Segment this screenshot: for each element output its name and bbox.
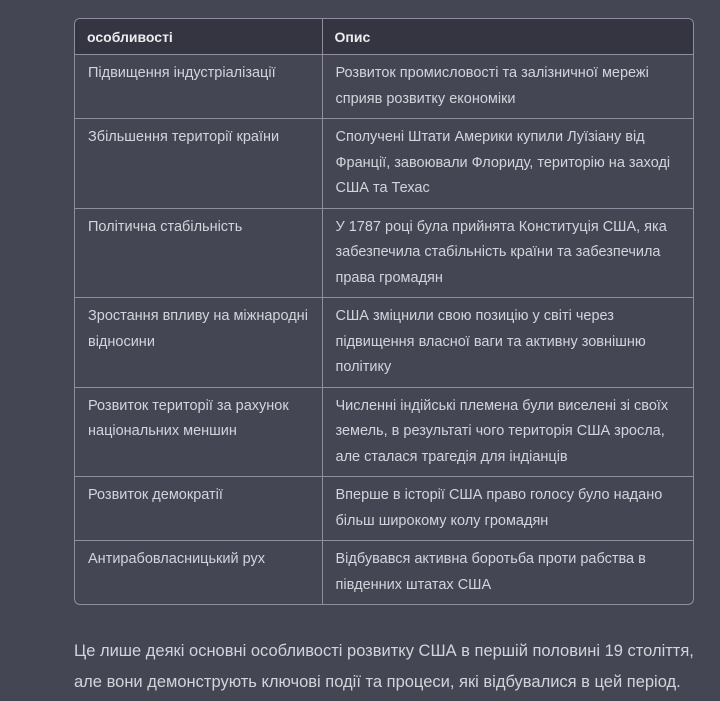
description-cell: Вперше в історії США право голосу було надано більш широкому колу громадян: [322, 477, 694, 541]
description-cell: Відбувався активна боротьба проти рабства в південних штатах США: [322, 541, 694, 605]
column-header-description: Опис: [322, 19, 694, 55]
description-cell: США зміцнили свою позицію у світі через підвищення власної ваги та активну зовнішню політику: [322, 298, 694, 388]
description-cell: У 1787 році була прийнята Конституція США, яка забезпечила стабільність країни та забезпечила права громадян: [322, 208, 694, 298]
feature-cell: Збільшення території країни: [75, 119, 322, 209]
table-row: [75, 477, 694, 541]
column-header-features: особливості: [75, 19, 322, 55]
table-row: [75, 55, 694, 119]
table-row: [75, 541, 694, 605]
table-row: [75, 387, 694, 477]
table-header-row: [75, 19, 694, 55]
table-row: [75, 119, 694, 209]
feature-cell: Підвищення індустріалізації: [88, 65, 276, 81]
feature-cell: Розвиток демократії: [75, 477, 322, 541]
feature-cell: Зростання впливу на міжнародні відносини: [75, 298, 322, 388]
table-body: [75, 55, 694, 605]
table-header: [75, 19, 694, 55]
description-cell: Розвиток промисловості та залізничної мережі сприяв розвитку економіки: [322, 55, 694, 119]
summary-paragraph: Це лише деякі основні особливості розвитку США в першій половині 19 століття, але вони демонструють ключові події та процеси, які відбувалися в цей період.: [74, 642, 694, 691]
feature-cell: Антирабовласницький рух: [75, 541, 322, 605]
chat-message-content: [74, 18, 694, 697]
description-cell: Численні індійські племена були виселені зі своїх земель, в результаті чого територія США зросла, але сталася трагедія для індіанців: [322, 387, 694, 477]
features-table-container: [74, 18, 694, 605]
feature-cell: Розвиток території за рахунок національних меншин: [75, 387, 322, 477]
table-row: [75, 298, 694, 388]
table-row: [75, 208, 694, 298]
description-cell: Сполучені Штати Америки купили Луїзіану від Франції, завоювали Флориду, територію на заході США та Техас: [322, 119, 694, 209]
features-table: [75, 19, 694, 604]
feature-cell: Політична стабільність: [75, 208, 322, 298]
